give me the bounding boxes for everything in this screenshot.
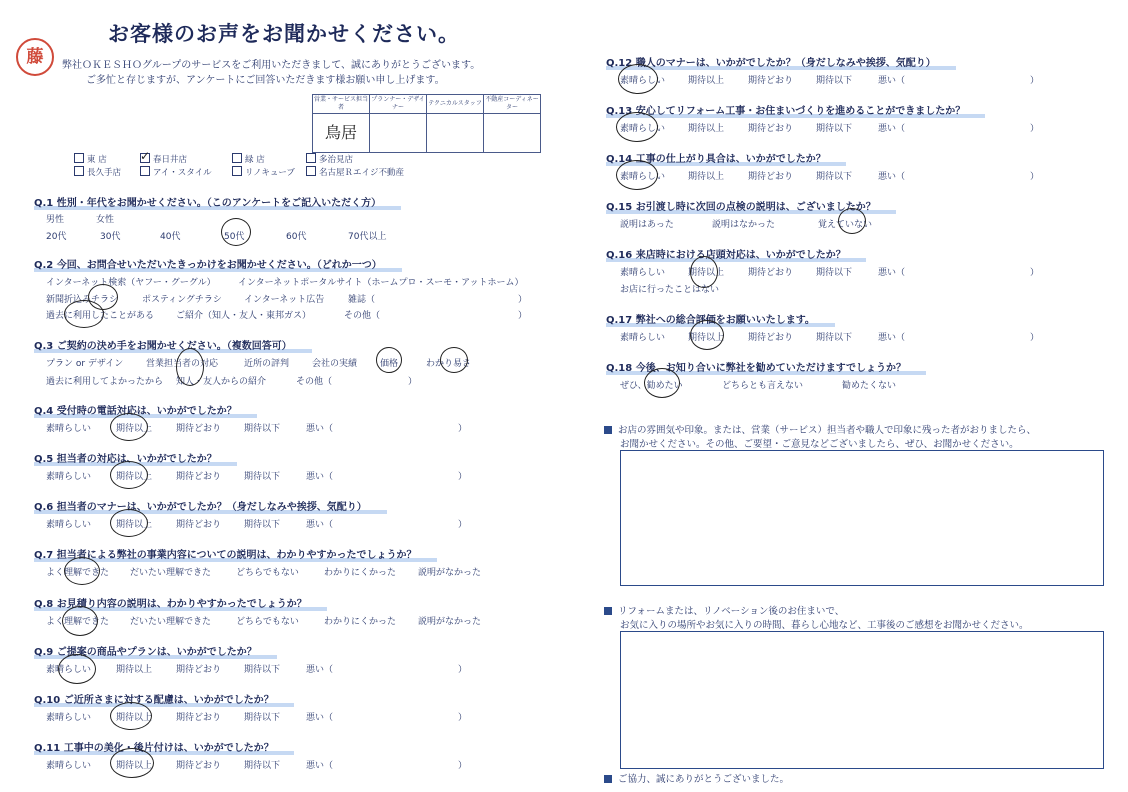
question-16-label: Q.16 来店時における店頭対応は、いかがでしたか？ [606, 246, 846, 261]
option[interactable]: 素晴らしい [620, 76, 666, 86]
answer-circle-mark [176, 348, 204, 386]
answer-circle-mark [110, 461, 148, 489]
question-7-label: Q.7 担当者による弊社の事業内容についての説明は、わかりやすかったでしょうか？ [34, 546, 417, 561]
question-14-label: Q.14 工事の仕上がり具合は、いかがでしたか？ [606, 150, 826, 165]
option[interactable]: 期待どおり [748, 268, 794, 278]
answer-circle-mark [616, 160, 658, 190]
option[interactable]: 説明がなかった [418, 568, 482, 578]
option[interactable]: 期待どおり [748, 124, 794, 134]
answer-circle-mark [376, 347, 402, 373]
bullet-square-icon [604, 607, 612, 615]
option[interactable]: よく理解できた [46, 617, 110, 627]
answer-circle-mark [440, 347, 468, 373]
bullet-square-icon [604, 775, 612, 783]
option[interactable]: どちらでもない [236, 568, 299, 578]
option[interactable]: ポスティングチラシ [142, 295, 222, 305]
option[interactable]: どちらでもない [236, 617, 299, 627]
store-checkbox-istyle[interactable]: アイ・スタイル [140, 166, 212, 178]
store-checkbox-renocube[interactable]: リノキューブ [232, 166, 295, 178]
store-checkbox-midori[interactable]: 緑 店 [232, 153, 265, 165]
option[interactable]: 説明はあった [620, 220, 674, 230]
option[interactable]: 期待どおり [748, 76, 794, 86]
option[interactable]: わかりにくかった [324, 617, 397, 627]
option[interactable]: インターネットポータルサイト（ホームプロ・スーモ・アットホーム） [238, 278, 524, 288]
option[interactable]: 期待どおり [176, 761, 222, 771]
question-3-label: Q.3 ご契約の決め手をお聞かせください。（複数回答可） [34, 337, 292, 352]
seal-stamp: 藤 [16, 38, 54, 76]
option[interactable]: どちらとも言えない [722, 381, 804, 391]
thanks-message: ご協力、誠にありがとうございました。 [604, 771, 789, 785]
option[interactable]: 過去に利用してよかったから [46, 377, 164, 387]
checkbox-icon[interactable] [306, 166, 316, 176]
answer-circle-mark [644, 368, 680, 398]
option[interactable]: 悪い（ [878, 172, 906, 182]
option[interactable]: 期待どおり [176, 472, 222, 482]
option[interactable]: 雑誌（ [348, 295, 376, 305]
option[interactable]: 素晴らしい [46, 520, 92, 530]
question-15-label: Q.15 お引渡し時に次回の点検の説明は、ございましたか？ [606, 198, 876, 213]
option[interactable]: 50代 [224, 232, 245, 242]
option[interactable]: その他（ [344, 311, 381, 321]
option[interactable]: 覚えていない [818, 220, 873, 230]
option[interactable]: 新聞折込みチラシ [46, 295, 119, 305]
option[interactable]: 40代 [160, 232, 181, 242]
question-10-label: Q.10 ご近所さまに対する配慮は、いかがでしたか？ [34, 691, 274, 706]
option[interactable]: 期待以下 [816, 333, 853, 343]
staff-header: テクニカルスタッフ [427, 95, 484, 114]
answer-circle-mark [64, 557, 100, 585]
checkbox-icon[interactable] [74, 153, 84, 163]
option[interactable]: 素晴らしい [620, 333, 666, 343]
option[interactable]: ご紹介（知人・友人・東邦ガス） [176, 311, 312, 321]
option: ） [518, 311, 528, 321]
answer-circle-mark [221, 218, 251, 246]
option[interactable]: 営業担当者の対応 [146, 359, 219, 369]
option[interactable]: 期待以下 [816, 172, 853, 182]
option[interactable]: 期待以下 [816, 76, 853, 86]
question-12-label: Q.12 職人のマナーは、いかがでしたか？（身だしなみや挨拶、気配り） [606, 54, 936, 69]
question-4-label: Q.4 受付時の電話対応は、いかがでしたか？ [34, 402, 237, 417]
free-text-1-box[interactable] [620, 450, 1104, 586]
option[interactable]: 素晴らしい [46, 472, 92, 482]
option: ） [458, 713, 468, 723]
option[interactable]: 悪い（ [306, 424, 334, 434]
answer-circle-mark [690, 256, 718, 288]
option[interactable]: 期待以上 [688, 268, 725, 278]
option[interactable]: 期待以上 [688, 172, 725, 182]
option[interactable]: 期待どおり [176, 424, 222, 434]
option[interactable]: 価格 [380, 359, 399, 369]
question-8-label: Q.8 お見積り内容の説明は、わかりやすかったでしょうか？ [34, 595, 307, 610]
option[interactable]: 期待以下 [244, 424, 281, 434]
option[interactable]: 期待以上 [116, 713, 153, 723]
answer-circle-mark [616, 112, 658, 142]
answer-circle-mark [618, 64, 658, 94]
checkbox-checked-icon[interactable] [140, 149, 151, 163]
option[interactable]: 素晴らしい [46, 761, 92, 771]
option[interactable]: 悪い（ [306, 520, 334, 530]
option[interactable]: 期待以上 [688, 76, 725, 86]
option[interactable]: 期待どおり [748, 172, 794, 182]
question-6-label: Q.6 担当者のマナーは、いかがでしたか？（身だしなみや挨拶、気配り） [34, 498, 367, 513]
option[interactable]: 悪い（ [878, 268, 906, 278]
option[interactable]: 素晴らしい [620, 172, 666, 182]
option[interactable]: 期待以上 [116, 665, 153, 675]
checkbox-icon[interactable] [140, 166, 150, 176]
question-17-label: Q.17 弊社への総合評価をお願いいたします。 [606, 311, 815, 326]
option[interactable]: 70代以上 [348, 232, 387, 242]
option[interactable]: 知人・友人からの紹介 [176, 377, 267, 387]
option[interactable]: 素晴らしい [46, 665, 92, 675]
option[interactable]: 期待以上 [116, 424, 153, 434]
option[interactable]: よく理解できた [46, 568, 110, 578]
option[interactable]: 期待以下 [244, 472, 281, 482]
question-13-label: Q.13 安心してリフォーム工事・お住まいづくりを進めることができましたか？ [606, 102, 965, 117]
option[interactable]: インターネット検索（ヤフー・グーグル） [46, 278, 216, 288]
staff-technical-name[interactable] [427, 114, 484, 153]
option[interactable]: 期待以上 [116, 761, 153, 771]
option[interactable]: 悪い（ [878, 333, 906, 343]
option[interactable]: その他（ [296, 377, 333, 387]
answer-circle-mark [110, 702, 152, 730]
store-checkbox-kasugai[interactable]: ✓ 春日井店 [140, 149, 188, 165]
option[interactable]: 期待以下 [816, 268, 853, 278]
option[interactable]: 悪い（ [306, 761, 334, 771]
answer-circle-mark [88, 284, 118, 310]
intro-line-2: ご多忙と存じますが、アンケートにご回答いただきます様お願い申し上げます。 [86, 75, 445, 86]
question-2-label: Q.2 今回、お問合せいただいたきっかけをお聞かせください。（どれか一つ） [34, 256, 382, 271]
option[interactable]: 説明はなかった [712, 220, 776, 230]
free-text-2-prompt-line-2: お気に入りの場所やお気に入りの時間、暮らし心地など、工事後のご感想をお聞かせください。 [620, 620, 1029, 631]
option[interactable]: 期待以上 [688, 124, 725, 134]
option: ） [1030, 124, 1040, 134]
option[interactable]: 女性 [96, 215, 115, 225]
option[interactable]: 悪い（ [878, 76, 906, 86]
option[interactable]: 近所の評判 [244, 359, 290, 369]
question-11-label: Q.11 工事中の美化・後片付けは、いかがでしたか？ [34, 739, 274, 754]
store-checkbox-higashi[interactable]: 東 店 [74, 153, 107, 165]
option[interactable]: 期待以下 [244, 713, 281, 723]
option[interactable]: 60代 [286, 232, 307, 242]
option[interactable]: 悪い（ [306, 713, 334, 723]
answer-circle-mark [110, 748, 154, 778]
option[interactable]: 素晴らしい [46, 713, 92, 723]
option[interactable]: ぜひ、勧めたい [620, 381, 683, 391]
question-1-label: Q.1 性別・年代をお聞かせください。（このアンケートをご記入いただく方） [34, 194, 381, 209]
option[interactable]: 悪い（ [306, 472, 334, 482]
checkbox-icon[interactable] [232, 166, 242, 176]
checkbox-icon[interactable] [306, 153, 316, 163]
store-checkbox-tajimi[interactable]: 多治見店 [306, 153, 353, 165]
option[interactable]: プラン or デザイン [46, 359, 124, 369]
option[interactable]: だいたい理解できた [130, 617, 212, 627]
answer-circle-mark [58, 654, 96, 684]
option[interactable]: 期待どおり [176, 713, 222, 723]
option[interactable]: 期待以上 [116, 520, 153, 530]
option[interactable]: 過去に利用したことがある [46, 311, 155, 321]
free-text-1-prompt-line-1: お店の雰囲気や印象。または、営業（サービス）担当者や職人で印象に残った者がおりましたら、 [604, 422, 1036, 436]
question-5-label: Q.5 担当者の対応は、いかがでしたか？ [34, 450, 217, 465]
staff-table [312, 94, 541, 153]
staff-planner-name[interactable] [370, 114, 427, 153]
answer-circle-mark [110, 509, 148, 537]
option[interactable]: 期待以下 [244, 665, 281, 675]
free-text-1-prompt-line-2: お聞かせください。その他、ご要望・ご意見などございましたら、ぜひ、お聞かせください。 [620, 439, 1019, 450]
check-mark-icon: ✓ [140, 149, 151, 163]
option[interactable]: 男性 [46, 215, 65, 225]
option[interactable]: 素晴らしい [620, 124, 666, 134]
staff-header: 不動産コーディネーター [484, 95, 541, 114]
store-checkbox-nagoya-r-age[interactable]: 名古屋Ｒエイジ不動産 [306, 166, 404, 178]
option: ） [1030, 268, 1040, 278]
staff-sales-name[interactable]: 鳥居 [313, 114, 370, 153]
question-9-label: Q.9 ご提案の商品やプランは、いかがでしたか？ [34, 643, 257, 658]
free-text-2-prompt-line-1: リフォームまたは、リノベーション後のお住まいで、 [604, 603, 844, 617]
option: ） [1030, 172, 1040, 182]
option[interactable]: 期待どおり [176, 520, 222, 530]
option[interactable]: わかり易さ [426, 359, 472, 369]
staff-realestate-name[interactable] [484, 114, 541, 153]
intro-line-1: 弊社ＯＫＥＳＨＯグループのサービスをご利用いただきまして、誠にありがとうございます。 [62, 60, 481, 71]
option[interactable]: 期待以下 [244, 761, 281, 771]
option: ） [458, 665, 468, 675]
answer-circle-mark [110, 413, 148, 441]
option[interactable]: 勧めたくない [842, 381, 897, 391]
option: ） [408, 377, 418, 387]
option[interactable]: 20代 [46, 232, 67, 242]
option[interactable]: 期待以上 [688, 333, 725, 343]
option[interactable]: 説明がなかった [418, 617, 482, 627]
option: ） [518, 295, 528, 305]
store-checkbox-nagakute[interactable]: 長久手店 [74, 166, 121, 178]
option: ） [458, 520, 468, 530]
checkbox-icon[interactable] [74, 166, 84, 176]
option[interactable]: わかりにくかった [324, 568, 397, 578]
option[interactable]: 悪い（ [878, 124, 906, 134]
option[interactable]: 素晴らしい [46, 424, 92, 434]
option[interactable]: 期待以下 [816, 124, 853, 134]
bullet-square-icon [604, 426, 612, 434]
option[interactable]: 期待どおり [748, 333, 794, 343]
option[interactable]: 素晴らしい [620, 268, 666, 278]
option: ） [1030, 333, 1040, 343]
option: ） [458, 761, 468, 771]
answer-circle-mark [62, 606, 98, 636]
answer-circle-mark [690, 320, 724, 350]
option[interactable]: お店に行ったことはない [620, 285, 720, 295]
option[interactable]: 30代 [100, 232, 121, 242]
option: ） [458, 424, 468, 434]
option[interactable]: インターネット広告 [244, 295, 325, 305]
question-18-label: Q.18 今後、お知り合いに弊社を勧めていただけますでしょうか？ [606, 359, 906, 374]
option[interactable]: だいたい理解できた [130, 568, 212, 578]
staff-header: プランナー・デザイナー [370, 95, 427, 114]
option: ） [458, 472, 468, 482]
option[interactable]: 会社の実績 [312, 359, 358, 369]
page-title: お客様のお声をお聞かせください。 [108, 22, 460, 46]
option[interactable]: 期待以上 [116, 472, 153, 482]
free-text-2-box[interactable] [620, 631, 1104, 769]
answer-circle-mark [838, 208, 866, 234]
option[interactable]: 期待以下 [244, 520, 281, 530]
staff-header: 営業・サービス担当者 [313, 95, 370, 114]
checkbox-icon[interactable] [232, 153, 242, 163]
option[interactable]: 期待どおり [176, 665, 222, 675]
option[interactable]: 悪い（ [306, 665, 334, 675]
option: ） [1030, 76, 1040, 86]
